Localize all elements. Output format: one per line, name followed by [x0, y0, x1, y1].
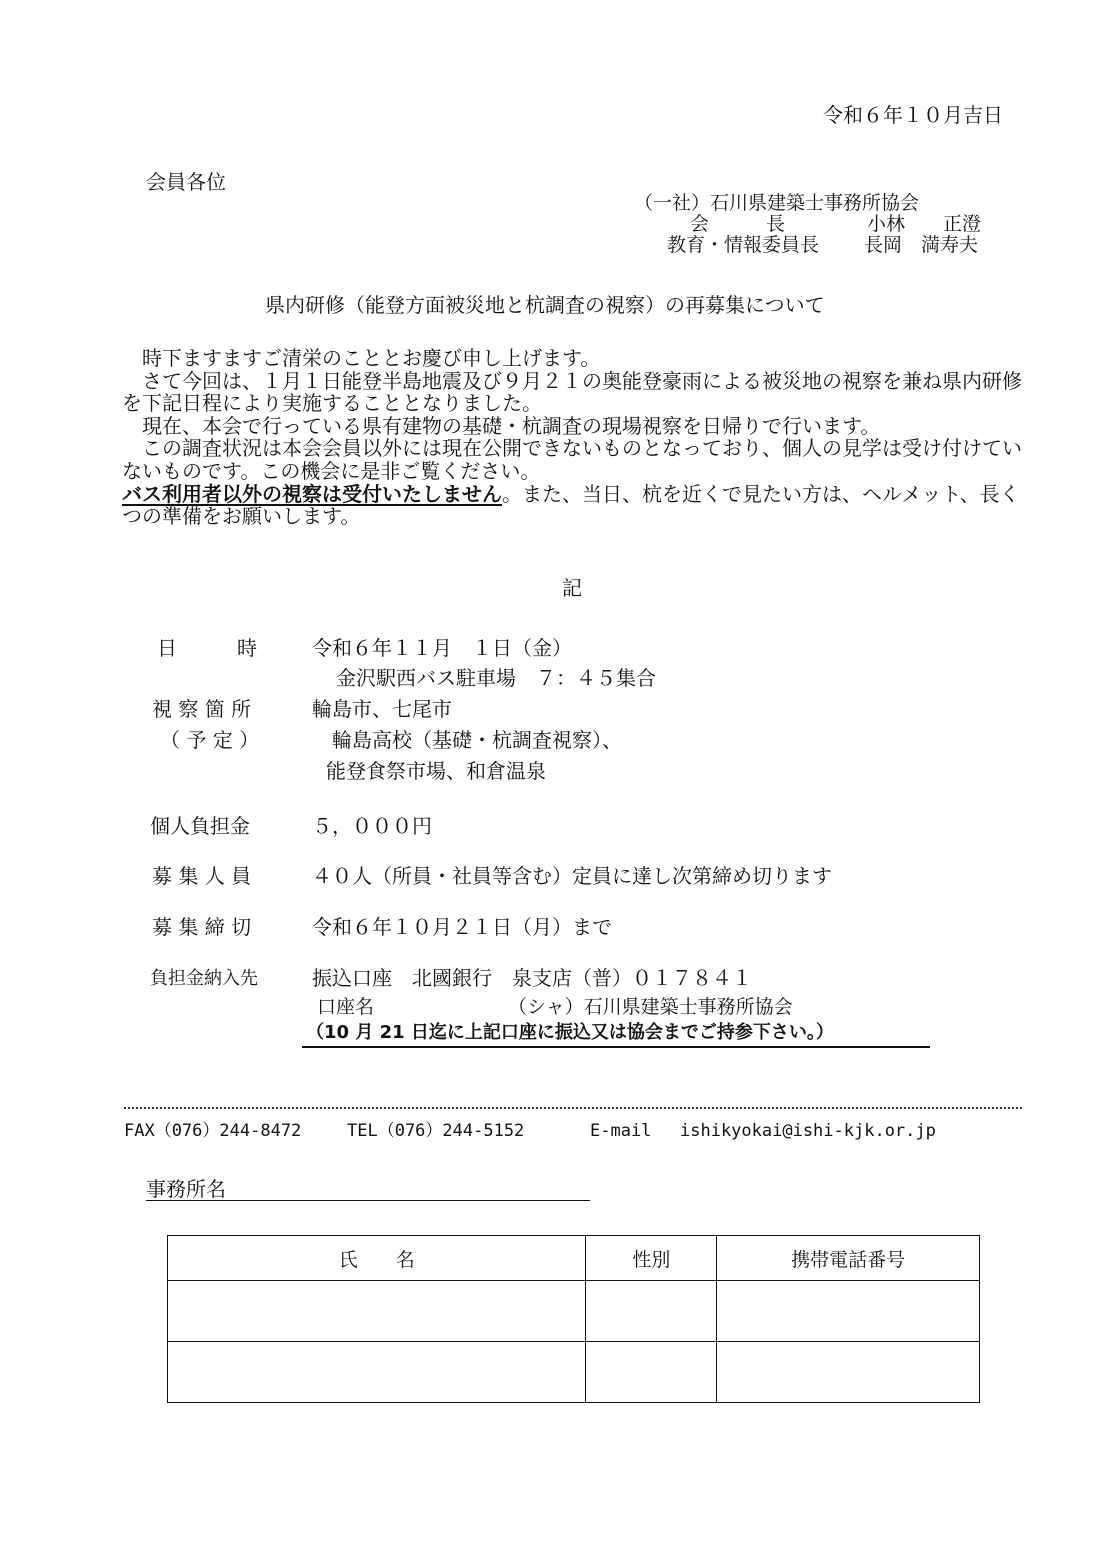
- account-label: 口座名: [317, 996, 375, 1018]
- document-title: 県内研修（能登方面被災地と杭調査の視察）の再募集について: [265, 293, 825, 317]
- tel-number: TEL（076）244-5152: [347, 1121, 525, 1141]
- datetime-label: 日 時: [157, 636, 257, 660]
- payment-note: （10 月 21 日迄に上記口座に振込又は協会までご持参下さい。）: [306, 1022, 834, 1043]
- ki-heading: 記: [562, 576, 582, 600]
- payment-value: 振込口座 北國銀行 泉支店（普）０１７８４１: [312, 966, 752, 990]
- office-name-field[interactable]: [146, 1200, 590, 1201]
- site-detail-1: 輪島高校（基礎・杭調査視察）、: [332, 728, 622, 752]
- deadline-value: 令和６年１０月２１日（月）まで: [312, 915, 612, 939]
- capacity-label: 募 集 人 員: [152, 864, 252, 888]
- datetime-value: 令和６年１１月 １日（金）: [312, 636, 572, 660]
- capacity-value: ４０人（所員・社員等含む）定員に達し次第締め切ります: [312, 864, 832, 888]
- sender-name-president: 小林 正澄: [867, 213, 982, 235]
- gender-cell[interactable]: [586, 1342, 717, 1403]
- site-value: 輪島市、七尾市: [312, 697, 452, 721]
- site-label-planned: （ 予 定 ）: [160, 728, 260, 752]
- header-name: 氏 名: [168, 1236, 586, 1281]
- payment-label: 負担金納入先: [150, 968, 258, 989]
- notice-paragraph: この調査状況は本会会員以外には現在公開できないものとなっており、個人の見学は受け付けていないものです。この機会に是非ご覧ください。: [122, 436, 1022, 483]
- account-name: （シャ）石川県建築士事務所協会: [508, 996, 793, 1018]
- header-phone: 携帯電話番号: [717, 1236, 980, 1281]
- deadline-label: 募 集 締 切: [152, 915, 252, 939]
- greeting-paragraph: 時下ますますご清栄のこととお慶び申し上げます。: [122, 346, 601, 370]
- participant-table: [167, 1235, 980, 1403]
- cut-line: [124, 1107, 1022, 1109]
- sender-role-committee: 教育・情報委員長: [667, 234, 820, 256]
- bus-only-notice: バス利用者以外の視察は受付いたしません: [122, 481, 502, 506]
- sender-role-president: 会 長: [690, 213, 786, 235]
- table-row: [168, 1281, 980, 1342]
- email-label: E-mail: [590, 1121, 652, 1141]
- sender-organization: （一社）石川県建築士事務所協会: [634, 192, 920, 214]
- phone-cell[interactable]: [717, 1281, 980, 1342]
- helmet-notice: 。また、当日、杭を近くで見たい方は、ヘルメット、長くつの準備をお願いします。: [122, 481, 1020, 529]
- gender-cell[interactable]: [586, 1281, 717, 1342]
- body-text: [122, 347, 1027, 528]
- table-row: [168, 1342, 980, 1403]
- fee-label: 個人負担金: [150, 814, 250, 838]
- office-name-label: 事務所名: [146, 1177, 226, 1201]
- bus-notice-paragraph: [122, 483, 1027, 528]
- name-cell[interactable]: [168, 1281, 586, 1342]
- fax-number: FAX（076）244-8472: [124, 1121, 302, 1141]
- phone-cell[interactable]: [717, 1342, 980, 1403]
- email-address: ishikyokai@ishi-kjk.or.jp: [680, 1121, 936, 1141]
- sender-name-committee: 長岡 満寿夫: [864, 234, 979, 256]
- header-gender: 性別: [586, 1236, 717, 1281]
- payment-note-underline: [302, 1046, 930, 1048]
- site-detail-2: 能登食祭市場、和倉温泉: [326, 759, 546, 783]
- recipient: 会員各位: [146, 170, 226, 194]
- document-date: 令和６年１０月吉日: [823, 103, 1003, 127]
- name-cell[interactable]: [168, 1342, 586, 1403]
- site-label: 視 察 箇 所: [152, 697, 252, 721]
- site-visit-paragraph: 現在、本会で行っている県有建物の基礎・杭調査の現場視察を日帰りで行います。: [122, 413, 881, 438]
- table-header-row: [168, 1236, 980, 1281]
- purpose-paragraph: さて今回は、１月１日能登半島地震及び９月２１の奥能登豪雨による被災地の視察を兼ね県内研修を下記日程により実施することとなりました。: [122, 368, 1022, 416]
- meeting-point: 金沢駅西バス駐車場 ７：４５集合: [336, 666, 656, 690]
- fee-value: ５，０００円: [312, 814, 432, 838]
